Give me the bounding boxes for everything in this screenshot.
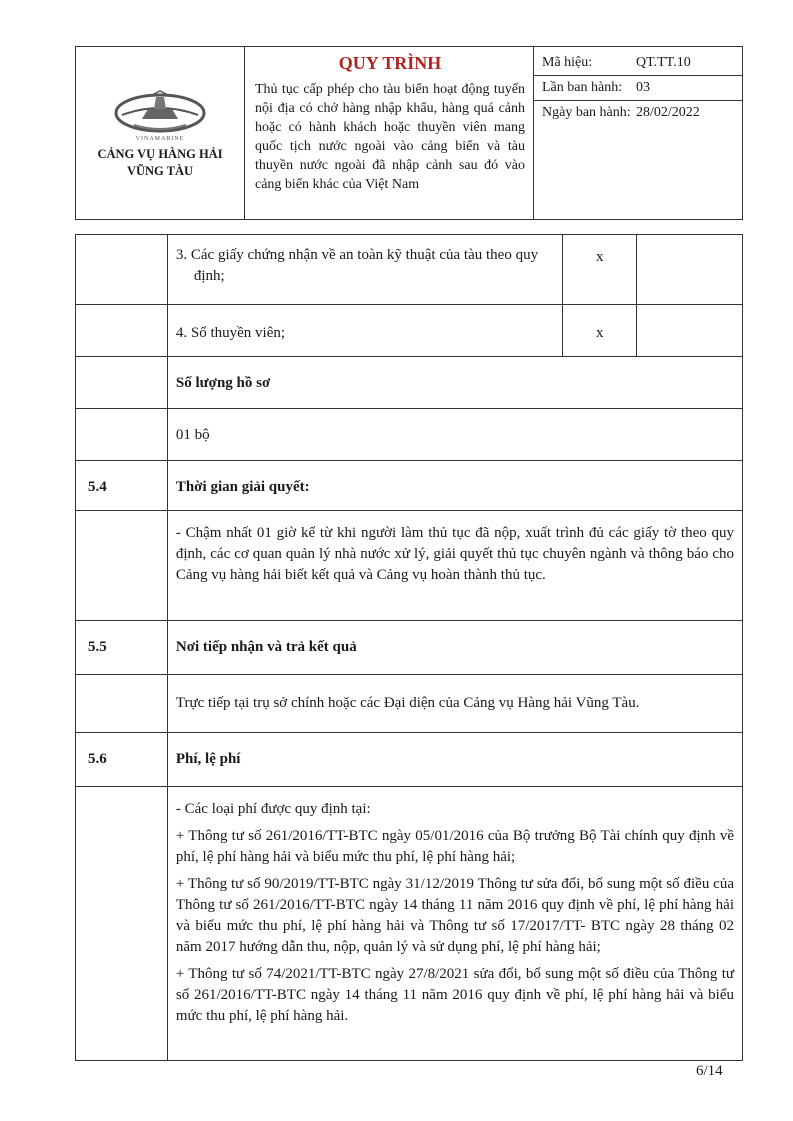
org-name-line1: CẢNG VỤ HÀNG HẢI bbox=[97, 147, 223, 161]
vinamarine-logo-icon bbox=[112, 89, 208, 135]
table-row bbox=[76, 675, 743, 733]
table-row bbox=[76, 305, 743, 357]
document-description: Thủ tục cấp phép cho tàu biển hoạt động tuyến nội địa có chở hàng nhập khẩu, hàng quá cảnh hoặc có hành khách hoặc thuyền viên mang quốc tịch nước ngoài vào cảng biển và tàu thuyền nước ngoài đã nhập cảnh sau đó vào cảng biển khác của Việt Nam bbox=[255, 82, 525, 192]
section-5-5-text: Trực tiếp tại trụ sở chính hoặc các Đại diện của Cảng vụ Hàng hải Vũng Tàu. bbox=[167, 675, 742, 733]
table-row bbox=[76, 235, 743, 305]
section-5-6-content bbox=[167, 787, 742, 1061]
item-4-mark: x bbox=[563, 305, 637, 357]
document-header bbox=[75, 46, 743, 220]
section-5-6-number: 5.6 bbox=[76, 733, 168, 787]
meta-edition-value: 03 bbox=[636, 80, 650, 95]
fee-item-3: + Thông tư số 74/2021/TT-BTC ngày 27/8/2021 sửa đổi, bổ sung một số điều của Thông tư số 261/2016/TT-BTC ngày 14 tháng 11 năm 2016 quy định về phí, lệ phí hàng hải và biểu mức thu phí, lệ phí hàng hải. bbox=[175, 966, 734, 1024]
meta-code bbox=[534, 51, 742, 76]
page-number: 6/14 bbox=[696, 1063, 723, 1079]
section-5-4-title: Thời gian giải quyết: bbox=[167, 461, 742, 511]
org-name-line2: VŨNG TÀU bbox=[126, 164, 194, 178]
item-3-mark: x bbox=[563, 235, 637, 305]
section-5-4-number: 5.4 bbox=[76, 461, 168, 511]
document-title: QUY TRÌNH bbox=[338, 53, 442, 73]
logo-cell bbox=[76, 47, 245, 220]
table-row bbox=[76, 787, 743, 1061]
so-luong-label: Số lượng hồ sơ bbox=[167, 357, 742, 409]
item-4-text: 4. Sổ thuyền viên; bbox=[167, 305, 562, 357]
section-5-6-title: Phí, lệ phí bbox=[167, 733, 742, 787]
table-row bbox=[76, 511, 743, 621]
fee-item-1: + Thông tư số 261/2016/TT-BTC ngày 05/01/2016 của Bộ trưởng Bộ Tài chính quy định về phí, lệ phí hàng hải và biểu mức thu phí, lệ phí hàng hải; bbox=[175, 828, 734, 865]
meta-code-value: QT.TT.10 bbox=[636, 55, 691, 70]
item-3-text: 3. Các giấy chứng nhận về an toàn kỹ thuật của tàu theo quy định; bbox=[167, 235, 562, 305]
title-cell bbox=[245, 47, 534, 220]
section-5-5-title: Nơi tiếp nhận và trả kết quả bbox=[167, 621, 742, 675]
meta-cell bbox=[534, 47, 743, 220]
meta-date-label: Ngày ban hành: bbox=[542, 105, 631, 120]
table-row bbox=[76, 733, 743, 787]
so-luong-value: 01 bộ bbox=[167, 409, 742, 461]
meta-date-value: 28/02/2022 bbox=[636, 105, 700, 120]
fee-intro: - Các loại phí được quy định tại: bbox=[175, 801, 371, 817]
table-row bbox=[76, 409, 743, 461]
meta-date bbox=[534, 101, 742, 126]
procedure-table bbox=[75, 234, 743, 1061]
meta-code-label: Mã hiệu: bbox=[542, 55, 593, 70]
section-5-5-number: 5.5 bbox=[76, 621, 168, 675]
meta-edition-label: Lần ban hành: bbox=[542, 80, 623, 95]
logo-caption: VINAMARINE bbox=[135, 136, 185, 142]
section-5-4-text: - Chậm nhất 01 giờ kể từ khi người làm thủ tục đã nộp, xuất trình đủ các giấy tờ theo quy định, các cơ quan quản lý nhà nước xử lý, giải quyết thủ tục chuyên ngành và thông báo cho Cảng vụ hàng hải biết kết quả và Cảng vụ hoàn thành thủ tục. bbox=[167, 511, 742, 621]
table-row bbox=[76, 621, 743, 675]
table-row bbox=[76, 357, 743, 409]
table-row bbox=[76, 461, 743, 511]
fee-item-2: + Thông tư số 90/2019/TT-BTC ngày 31/12/2019 Thông tư sửa đổi, bổ sung một số điều của Thông tư số 261/2016/TT-BTC ngày 14 tháng 11 năm 2016 quy định về phí, lệ phí hàng hải và biểu mức thu phí, lệ phí hàng hải và Thông tư số 17/2017/TT- BTC ngày 28 tháng 02 năm 2017 hướng dẫn thu, nộp, quản lý và sử dụng phí, lệ phí hàng hải; bbox=[175, 876, 734, 955]
meta-edition bbox=[534, 76, 742, 101]
